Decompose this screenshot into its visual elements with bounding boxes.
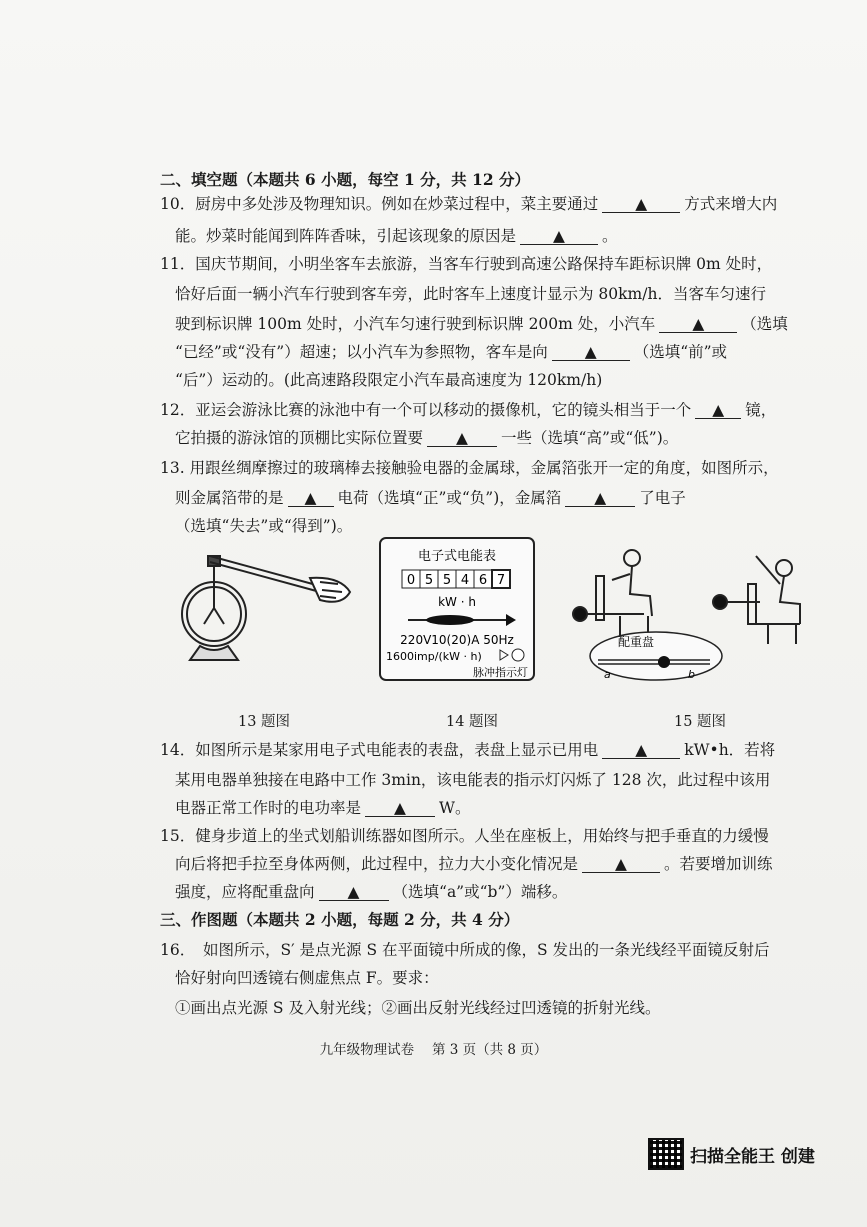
rowing-machine-figure — [560, 532, 810, 684]
meter-digit: 0 — [406, 573, 416, 588]
question-10-line-2: 能。炒菜时能闻到阵阵香味，引起该现象的原因是 ▲ 。 — [175, 227, 618, 245]
electric-meter-figure — [378, 536, 536, 682]
rower-person-icon — [573, 550, 652, 636]
question-15-line-2: 向后将把手拉至身体两侧，此过程中，拉力大小变化情况是 ▲ 。若要增加训练 — [175, 855, 773, 873]
question-15-line-1: 15．健身步道上的坐式划船训练器如图所示。人坐在座板上，用始终与把手垂直的力缓慢 — [160, 827, 769, 845]
answer-blank: ▲ — [695, 402, 741, 419]
watermark-text: 扫描全能王 创建 — [690, 1146, 815, 1167]
question-14-line-3: 电器正常工作时的电功率是 ▲ W。 — [175, 799, 471, 817]
answer-blank: ▲ — [520, 228, 598, 245]
answer-blank: ▲ — [602, 196, 680, 213]
answer-blank: ▲ — [659, 316, 737, 333]
question-13-line-2: 则金属箔带的是 ▲ 电荷（选填“正”或“负”)，金属箔 ▲ 了电子 — [175, 489, 686, 507]
answer-blank: ▲ — [427, 430, 497, 447]
pulse-lamp-label: 脉冲指示灯 — [473, 666, 528, 679]
meter-digits — [402, 570, 510, 588]
question-15-line-3: 强度，应将配重盘向 ▲ （选填“a”或“b”）端移。 — [175, 883, 568, 901]
page-footer: 九年级物理试卷 第 3 页（共 8 页） — [319, 1042, 548, 1058]
figure-14-caption: 14 题图 — [446, 714, 499, 730]
counterweight-callout — [590, 632, 722, 681]
section-2-heading: 二、填空题（本题共 6 小题，每空 1 分，共 12 分） — [160, 170, 531, 189]
meter-unit: kW · h — [438, 595, 476, 609]
rower-person-2-icon — [713, 556, 800, 644]
answer-blank: ▲ — [565, 490, 635, 507]
qr-code-icon — [648, 1138, 684, 1170]
question-11-line-4: “已经”或“没有”）超速；以小汽车为参照物，客车是向 ▲ （选填“前”或 — [175, 343, 728, 361]
point-a-label: a — [604, 668, 611, 681]
answer-blank: ▲ — [365, 800, 435, 817]
question-16-line-3: ①画出点光源 S 及入射光线；②画出反射光线经过凹透镜的折射光线。 — [175, 999, 661, 1017]
question-14-line-1: 14．如图所示是某家用电子式电能表的表盘，表盘上显示已用电 ▲ kW•h．若将 — [160, 741, 776, 759]
meter-impulse: 1600imp/(kW · h) — [386, 650, 482, 663]
meter-digit: 5 — [424, 573, 434, 588]
counterweight-disc-icon — [658, 656, 670, 668]
question-14-line-2: 某用电器单独接在电路中工作 3min，该电能表的指示灯闪烁了 128 次，此过程中该用 — [175, 771, 771, 789]
question-13-line-3: （选填“失去”或“得到”)。 — [175, 517, 353, 535]
glass-rod-icon — [210, 556, 350, 602]
meter-digit: 4 — [460, 573, 470, 588]
electroscope-figure — [170, 542, 356, 672]
question-10-line-1: 10．厨房中多处涉及物理知识。例如在炒菜过程中，菜主要通过 ▲ 方式来增大内 — [160, 195, 778, 213]
figure-13-caption: 13 题图 — [238, 714, 291, 730]
question-11-line-3: 驶到标识牌 100m 处时，小汽车匀速行驶到标识牌 200m 处，小汽车 ▲ （选填 — [175, 315, 788, 333]
question-11-line-2: 恰好后面一辆小汽车行驶到客车旁，此时客车上速度计显示为 80km/h．当客车匀速行 — [175, 285, 766, 303]
answer-blank: ▲ — [602, 742, 680, 759]
question-12-line-1: 12．亚运会游泳比赛的泳池中有一个可以移动的摄像机，它的镜头相当于一个 ▲ 镜， — [160, 401, 777, 419]
figure-15-caption: 15 题图 — [674, 714, 727, 730]
question-16-line-2: 恰好射向凹透镜右侧虚焦点 F。要求： — [175, 969, 439, 987]
question-16-line-1: 16． 如图所示，S′ 是点光源 S 在平面镜中所成的像，S 发出的一条光线经平面镜反射后 — [160, 941, 770, 959]
answer-blank: ▲ — [582, 856, 660, 873]
question-13-line-1: 13. 用跟丝绸摩擦过的玻璃棒去接触验电器的金属球，金属箔张开一定的角度，如图所示， — [160, 459, 779, 477]
meter-spec: 220V10(20)A 50Hz — [400, 633, 514, 647]
point-b-label: b — [688, 668, 695, 681]
meter-digit: 6 — [478, 573, 488, 588]
question-11-line-1: 11．国庆节期间，小明坐客车去旅游，当客车行驶到高速公路保持车距标识牌 0m 处时， — [160, 255, 773, 273]
meter-title: 电子式电能表 — [417, 549, 497, 564]
question-12-line-2: 它拍摄的游泳馆的顶棚比实际位置要 ▲ 一些（选填“高”或“低”)。 — [175, 429, 679, 447]
answer-blank: ▲ — [319, 884, 389, 901]
answer-blank: ▲ — [288, 490, 334, 507]
meter-digit: 5 — [442, 573, 452, 588]
answer-blank: ▲ — [552, 344, 630, 361]
electroscope-icon — [182, 556, 246, 660]
question-11-line-5: “后”）运动的。(此高速路段限定小汽车最高速度为 120km/h) — [175, 371, 603, 389]
meter-digit: 7 — [496, 573, 506, 588]
scanner-watermark — [648, 1138, 815, 1170]
section-3-heading: 三、作图题（本题共 2 小题，每题 2 分，共 4 分） — [160, 910, 520, 929]
counterweight-label: 配重盘 — [618, 635, 655, 649]
